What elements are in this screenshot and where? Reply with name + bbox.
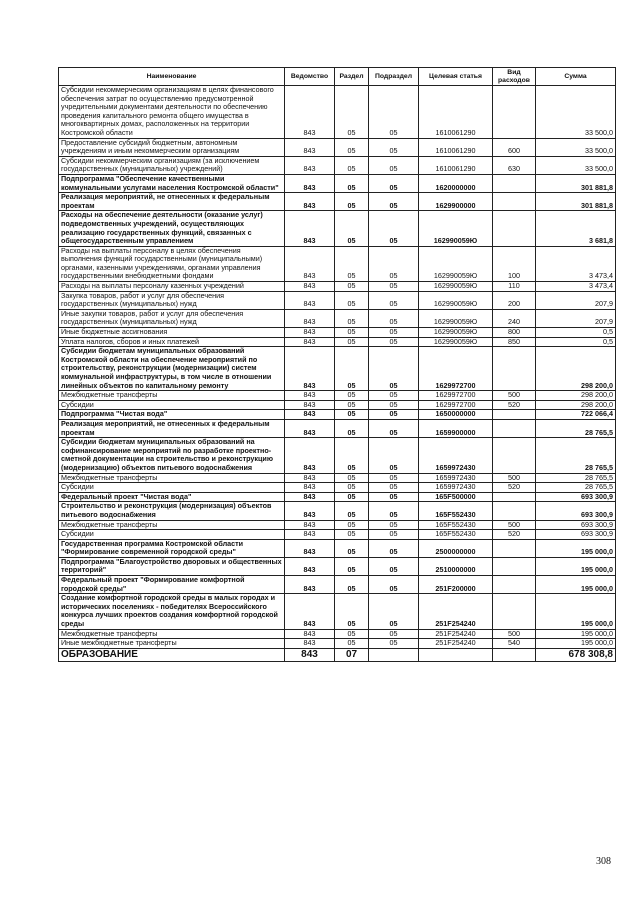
- row-celevaya-statya: 2510000000: [419, 557, 493, 575]
- table-row: [59, 629, 616, 639]
- row-vedomstvo: 843: [285, 594, 335, 629]
- header-vedomstvo: Ведомство: [285, 68, 335, 86]
- table-row: [59, 594, 616, 629]
- row-vid-rashodov: 520: [493, 483, 536, 493]
- row-podrazdel: 05: [369, 347, 419, 391]
- table-row: [59, 483, 616, 493]
- row-razdel: 05: [335, 492, 369, 502]
- row-celevaya-statya: 162990059Ю: [419, 282, 493, 292]
- row-podrazdel: 05: [369, 539, 419, 557]
- row-name: Федеральный проект "Формирование комфортной городской среды": [59, 576, 285, 594]
- row-vid-rashodov: 100: [493, 246, 536, 281]
- table-row: [59, 156, 616, 174]
- row-vedomstvo: 843: [285, 438, 335, 473]
- row-razdel: 05: [335, 347, 369, 391]
- table-row: [59, 391, 616, 401]
- row-celevaya-statya: 162990059Ю: [419, 291, 493, 309]
- table-row: [59, 639, 616, 649]
- row-summa: 0,5: [536, 328, 616, 338]
- row-podrazdel: 05: [369, 400, 419, 410]
- row-vedomstvo: 843: [285, 639, 335, 649]
- row-podrazdel: 05: [369, 410, 419, 420]
- row-celevaya-statya: 1659972430: [419, 483, 493, 493]
- row-vedomstvo: 843: [285, 174, 335, 192]
- row-summa: 207,9: [536, 309, 616, 327]
- row-razdel: 05: [335, 483, 369, 493]
- row-razdel: 05: [335, 557, 369, 575]
- row-vid-rashodov: [493, 576, 536, 594]
- row-vid-rashodov: [493, 211, 536, 246]
- row-razdel: 05: [335, 246, 369, 281]
- page-number: 308: [596, 856, 611, 867]
- row-name: Создание комфортной городской среды в малых городах и исторических поселениях - победителях Всероссийского конкурса лучших проектов создания комфортной городской среды: [59, 594, 285, 629]
- row-summa: 693 300,9: [536, 492, 616, 502]
- row-vedomstvo: 843: [285, 492, 335, 502]
- row-summa: 33 500,0: [536, 156, 616, 174]
- row-name: Расходы на обеспечение деятельности (оказание услуг) подведомственных учреждений, осуществляющих реализацию государственных функций, связанных с общегосударственным управлением: [59, 211, 285, 246]
- row-celevaya-statya: 2500000000: [419, 539, 493, 557]
- table-row: [59, 576, 616, 594]
- budget-table-sheet: [58, 67, 615, 662]
- table-row: [59, 492, 616, 502]
- row-vid-rashodov: [493, 86, 536, 139]
- row-vid-rashodov: 500: [493, 520, 536, 530]
- row-vid-rashodov: [493, 419, 536, 437]
- row-name: Подпрограмма "Чистая вода": [59, 410, 285, 420]
- row-razdel: 05: [335, 594, 369, 629]
- row-vid-rashodov: [493, 648, 536, 661]
- table-row: [59, 291, 616, 309]
- table-row: [59, 86, 616, 139]
- table-row: [59, 138, 616, 156]
- row-summa: 693 300,9: [536, 502, 616, 520]
- row-vedomstvo: 843: [285, 400, 335, 410]
- row-summa: 301 881,8: [536, 174, 616, 192]
- row-summa: 301 881,8: [536, 193, 616, 211]
- header-celevaya-statya: Целевая статья: [419, 68, 493, 86]
- row-celevaya-statya: 1629972700: [419, 347, 493, 391]
- row-podrazdel: 05: [369, 328, 419, 338]
- row-podrazdel: 05: [369, 557, 419, 575]
- row-razdel: 05: [335, 211, 369, 246]
- row-vid-rashodov: 520: [493, 530, 536, 540]
- table-row: [59, 211, 616, 246]
- row-vid-rashodov: [493, 193, 536, 211]
- row-celevaya-statya: 1629972700: [419, 400, 493, 410]
- row-razdel: 05: [335, 291, 369, 309]
- row-vedomstvo: 843: [285, 502, 335, 520]
- row-vedomstvo: 843: [285, 473, 335, 483]
- table-row: [59, 502, 616, 520]
- row-name: Закупка товаров, работ и услуг для обеспечения государственных (муниципальных) нужд: [59, 291, 285, 309]
- row-podrazdel: 05: [369, 520, 419, 530]
- row-celevaya-statya: 165F552430: [419, 520, 493, 530]
- row-summa: 722 066,4: [536, 410, 616, 420]
- row-summa: 195 000,0: [536, 576, 616, 594]
- row-summa: 207,9: [536, 291, 616, 309]
- table-row: [59, 419, 616, 437]
- row-podrazdel: 05: [369, 530, 419, 540]
- row-podrazdel: 05: [369, 473, 419, 483]
- row-summa: 298 200,0: [536, 400, 616, 410]
- row-celevaya-statya: 1620000000: [419, 174, 493, 192]
- row-vedomstvo: 843: [285, 557, 335, 575]
- row-podrazdel: 05: [369, 156, 419, 174]
- row-podrazdel: 05: [369, 174, 419, 192]
- row-vid-rashodov: 540: [493, 639, 536, 649]
- table-row: [59, 309, 616, 327]
- header-vid-rashodov: Вид расходов: [493, 68, 536, 86]
- row-vedomstvo: 843: [285, 246, 335, 281]
- row-name: Иные межбюджетные трансферты: [59, 639, 285, 649]
- table-row: [59, 400, 616, 410]
- table-row: [59, 337, 616, 347]
- row-razdel: 07: [335, 648, 369, 661]
- row-podrazdel: 05: [369, 419, 419, 437]
- row-vedomstvo: 843: [285, 282, 335, 292]
- table-row: [59, 328, 616, 338]
- row-name: ОБРАЗОВАНИЕ: [59, 648, 285, 661]
- row-vedomstvo: 843: [285, 337, 335, 347]
- row-razdel: 05: [335, 337, 369, 347]
- row-razdel: 05: [335, 400, 369, 410]
- header-podrazdel: Подраздел: [369, 68, 419, 86]
- row-celevaya-statya: 162990059Ю: [419, 211, 493, 246]
- row-vid-rashodov: 600: [493, 138, 536, 156]
- row-vedomstvo: 843: [285, 86, 335, 139]
- row-name: Иные закупки товаров, работ и услуг для обеспечения государственных (муниципальных) нужд: [59, 309, 285, 327]
- row-vid-rashodov: 800: [493, 328, 536, 338]
- row-podrazdel: 05: [369, 86, 419, 139]
- row-vedomstvo: 843: [285, 419, 335, 437]
- row-celevaya-statya: 165F552430: [419, 530, 493, 540]
- row-celevaya-statya: 1659900000: [419, 419, 493, 437]
- row-name: Субсидии бюджетам муниципальных образований Костромской области на обеспечение мероприятий по строительству, реконструкции (модернизации) систем коммунальной инфраструктуры, в том числе в отношении линейных объектов по капитальному ремонту: [59, 347, 285, 391]
- row-summa: 3 473,4: [536, 282, 616, 292]
- header-summa: Сумма: [536, 68, 616, 86]
- table-row: [59, 347, 616, 391]
- row-celevaya-statya: 1650000000: [419, 410, 493, 420]
- row-vid-rashodov: 630: [493, 156, 536, 174]
- row-summa: 28 765,5: [536, 438, 616, 473]
- row-razdel: 05: [335, 193, 369, 211]
- table-row: [59, 174, 616, 192]
- header-razdel: Раздел: [335, 68, 369, 86]
- row-celevaya-statya: 1629900000: [419, 193, 493, 211]
- row-podrazdel: 05: [369, 282, 419, 292]
- row-podrazdel: 05: [369, 483, 419, 493]
- row-name: Субсидии некоммерческим организациям в целях финансового обеспечения затрат по осуществлению предусмотренной учредительными документами деятельности по обеспечению проведения капитального ремонта общего имущества в многоквартирных домах, расположенных на территории Костромской области: [59, 86, 285, 139]
- row-vedomstvo: 843: [285, 211, 335, 246]
- row-name: Федеральный проект "Чистая вода": [59, 492, 285, 502]
- row-podrazdel: 05: [369, 492, 419, 502]
- row-celevaya-statya: 251F200000: [419, 576, 493, 594]
- row-vedomstvo: 843: [285, 138, 335, 156]
- row-celevaya-statya: 1610061290: [419, 138, 493, 156]
- row-vid-rashodov: 500: [493, 473, 536, 483]
- row-razdel: 05: [335, 473, 369, 483]
- row-summa: 28 765,5: [536, 483, 616, 493]
- row-name: Уплата налогов, сборов и иных платежей: [59, 337, 285, 347]
- row-razdel: 05: [335, 576, 369, 594]
- row-name: Подпрограмма "Благоустройство дворовых и общественных территорий": [59, 557, 285, 575]
- row-vedomstvo: 843: [285, 309, 335, 327]
- row-razdel: 05: [335, 639, 369, 649]
- row-summa: 33 500,0: [536, 138, 616, 156]
- table-row: [59, 282, 616, 292]
- row-celevaya-statya: 251F254240: [419, 594, 493, 629]
- row-razdel: 05: [335, 156, 369, 174]
- row-vid-rashodov: [493, 174, 536, 192]
- row-name: Расходы на выплаты персоналу казенных учреждений: [59, 282, 285, 292]
- row-celevaya-statya: 1659972430: [419, 438, 493, 473]
- row-name: Субсидии: [59, 530, 285, 540]
- table-row: [59, 438, 616, 473]
- row-podrazdel: 05: [369, 291, 419, 309]
- table-row: [59, 410, 616, 420]
- row-podrazdel: [369, 648, 419, 661]
- row-podrazdel: 05: [369, 629, 419, 639]
- row-summa: 28 765,5: [536, 473, 616, 483]
- header-name: Наименование: [59, 68, 285, 86]
- row-vedomstvo: 843: [285, 629, 335, 639]
- table-row: [59, 520, 616, 530]
- row-celevaya-statya: 1610061290: [419, 156, 493, 174]
- row-vedomstvo: 843: [285, 410, 335, 420]
- row-celevaya-statya: 1610061290: [419, 86, 493, 139]
- row-summa: 3 681,8: [536, 211, 616, 246]
- row-razdel: 05: [335, 629, 369, 639]
- row-name: Реализация мероприятий, не отнесенных к федеральным проектам: [59, 419, 285, 437]
- row-celevaya-statya: 165F500000: [419, 492, 493, 502]
- row-name: Межбюджетные трансферты: [59, 391, 285, 401]
- row-vedomstvo: 843: [285, 193, 335, 211]
- row-vedomstvo: 843: [285, 648, 335, 661]
- row-vid-rashodov: [493, 410, 536, 420]
- row-podrazdel: 05: [369, 639, 419, 649]
- row-vedomstvo: 843: [285, 520, 335, 530]
- row-vid-rashodov: 200: [493, 291, 536, 309]
- row-summa: 298 200,0: [536, 391, 616, 401]
- table-row: [59, 530, 616, 540]
- row-podrazdel: 05: [369, 193, 419, 211]
- row-summa: 195 000,0: [536, 629, 616, 639]
- row-name: Иные бюджетные ассигнования: [59, 328, 285, 338]
- row-celevaya-statya: 251F254240: [419, 639, 493, 649]
- row-celevaya-statya: 251F254240: [419, 629, 493, 639]
- row-name: Субсидии некоммерческим организациям (за исключением государственных (муниципальных) учреждений): [59, 156, 285, 174]
- row-summa: 195 000,0: [536, 639, 616, 649]
- row-razdel: 05: [335, 174, 369, 192]
- row-razdel: 05: [335, 438, 369, 473]
- row-podrazdel: 05: [369, 502, 419, 520]
- row-summa: 3 473,4: [536, 246, 616, 281]
- row-vid-rashodov: 520: [493, 400, 536, 410]
- row-razdel: 05: [335, 502, 369, 520]
- row-summa: 195 000,0: [536, 557, 616, 575]
- row-vid-rashodov: [493, 438, 536, 473]
- row-razdel: 05: [335, 282, 369, 292]
- row-name: Подпрограмма "Обеспечение качественными коммунальными услугами населения Костромской области": [59, 174, 285, 192]
- row-vedomstvo: 843: [285, 530, 335, 540]
- row-celevaya-statya: 162990059Ю: [419, 328, 493, 338]
- row-celevaya-statya: 162990059Ю: [419, 246, 493, 281]
- row-celevaya-statya: 162990059Ю: [419, 337, 493, 347]
- table-row: [59, 473, 616, 483]
- table-row: [59, 557, 616, 575]
- row-razdel: 05: [335, 138, 369, 156]
- row-name: Субсидии: [59, 483, 285, 493]
- row-celevaya-statya: 1629972700: [419, 391, 493, 401]
- row-razdel: 05: [335, 309, 369, 327]
- row-summa: 0,5: [536, 337, 616, 347]
- row-vid-rashodov: [493, 594, 536, 629]
- row-name: Межбюджетные трансферты: [59, 473, 285, 483]
- row-podrazdel: 05: [369, 138, 419, 156]
- row-name: Межбюджетные трансферты: [59, 629, 285, 639]
- row-summa: 693 300,9: [536, 520, 616, 530]
- row-name: Субсидии бюджетам муниципальных образований на софинансирование мероприятий по разработке проектно-сметной документации на строительство и реконструкцию (модернизацию) объектов питьевого водоснабжения: [59, 438, 285, 473]
- row-vid-rashodov: 850: [493, 337, 536, 347]
- row-vid-rashodov: 110: [493, 282, 536, 292]
- row-name: Строительство и реконструкция (модернизация) объектов питьевого водоснабжения: [59, 502, 285, 520]
- row-name: Реализация мероприятий, не отнесенных к федеральным проектам: [59, 193, 285, 211]
- row-vedomstvo: 843: [285, 576, 335, 594]
- row-summa: 28 765,5: [536, 419, 616, 437]
- row-razdel: 05: [335, 419, 369, 437]
- row-vedomstvo: 843: [285, 539, 335, 557]
- row-razdel: 05: [335, 328, 369, 338]
- row-podrazdel: 05: [369, 576, 419, 594]
- row-name: Расходы на выплаты персоналу в целях обеспечения выполнения функций государственными (муниципальными) органами, казенными учреждениями, органами управления государственными внебюджетными фондами: [59, 246, 285, 281]
- row-podrazdel: 05: [369, 337, 419, 347]
- row-podrazdel: 05: [369, 246, 419, 281]
- row-vedomstvo: 843: [285, 347, 335, 391]
- row-razdel: 05: [335, 410, 369, 420]
- row-podrazdel: 05: [369, 594, 419, 629]
- table-row: [59, 539, 616, 557]
- row-celevaya-statya: [419, 648, 493, 661]
- row-celevaya-statya: 1659972430: [419, 473, 493, 483]
- row-razdel: 05: [335, 520, 369, 530]
- row-vid-rashodov: 240: [493, 309, 536, 327]
- table-header-row: [59, 68, 616, 86]
- row-vid-rashodov: [493, 539, 536, 557]
- row-razdel: 05: [335, 86, 369, 139]
- row-name: Предоставление субсидий бюджетным, автономным учреждениям и иным некоммерческим организациям: [59, 138, 285, 156]
- row-summa: 678 308,8: [536, 648, 616, 661]
- row-summa: 298 200,0: [536, 347, 616, 391]
- row-vedomstvo: 843: [285, 391, 335, 401]
- row-name: Государственная программа Костромской области "Формирование современной городской среды": [59, 539, 285, 557]
- row-summa: 195 000,0: [536, 594, 616, 629]
- row-razdel: 05: [335, 539, 369, 557]
- row-vid-rashodov: [493, 557, 536, 575]
- row-vedomstvo: 843: [285, 483, 335, 493]
- table-body: [59, 86, 616, 662]
- row-vid-rashodov: [493, 347, 536, 391]
- row-podrazdel: 05: [369, 391, 419, 401]
- table-row: [59, 648, 616, 661]
- row-podrazdel: 05: [369, 309, 419, 327]
- row-vid-rashodov: [493, 502, 536, 520]
- row-razdel: 05: [335, 391, 369, 401]
- row-vid-rashodov: 500: [493, 629, 536, 639]
- table-row: [59, 246, 616, 281]
- table-row: [59, 193, 616, 211]
- row-razdel: 05: [335, 530, 369, 540]
- row-podrazdel: 05: [369, 211, 419, 246]
- row-summa: 693 300,9: [536, 530, 616, 540]
- row-celevaya-statya: 165F552430: [419, 502, 493, 520]
- row-summa: 195 000,0: [536, 539, 616, 557]
- row-vid-rashodov: [493, 492, 536, 502]
- row-name: Субсидии: [59, 400, 285, 410]
- row-summa: 33 500,0: [536, 86, 616, 139]
- row-name: Межбюджетные трансферты: [59, 520, 285, 530]
- row-podrazdel: 05: [369, 438, 419, 473]
- row-vedomstvo: 843: [285, 156, 335, 174]
- budget-table: [58, 67, 616, 662]
- row-vedomstvo: 843: [285, 328, 335, 338]
- row-vid-rashodov: 500: [493, 391, 536, 401]
- row-vedomstvo: 843: [285, 291, 335, 309]
- row-celevaya-statya: 162990059Ю: [419, 309, 493, 327]
